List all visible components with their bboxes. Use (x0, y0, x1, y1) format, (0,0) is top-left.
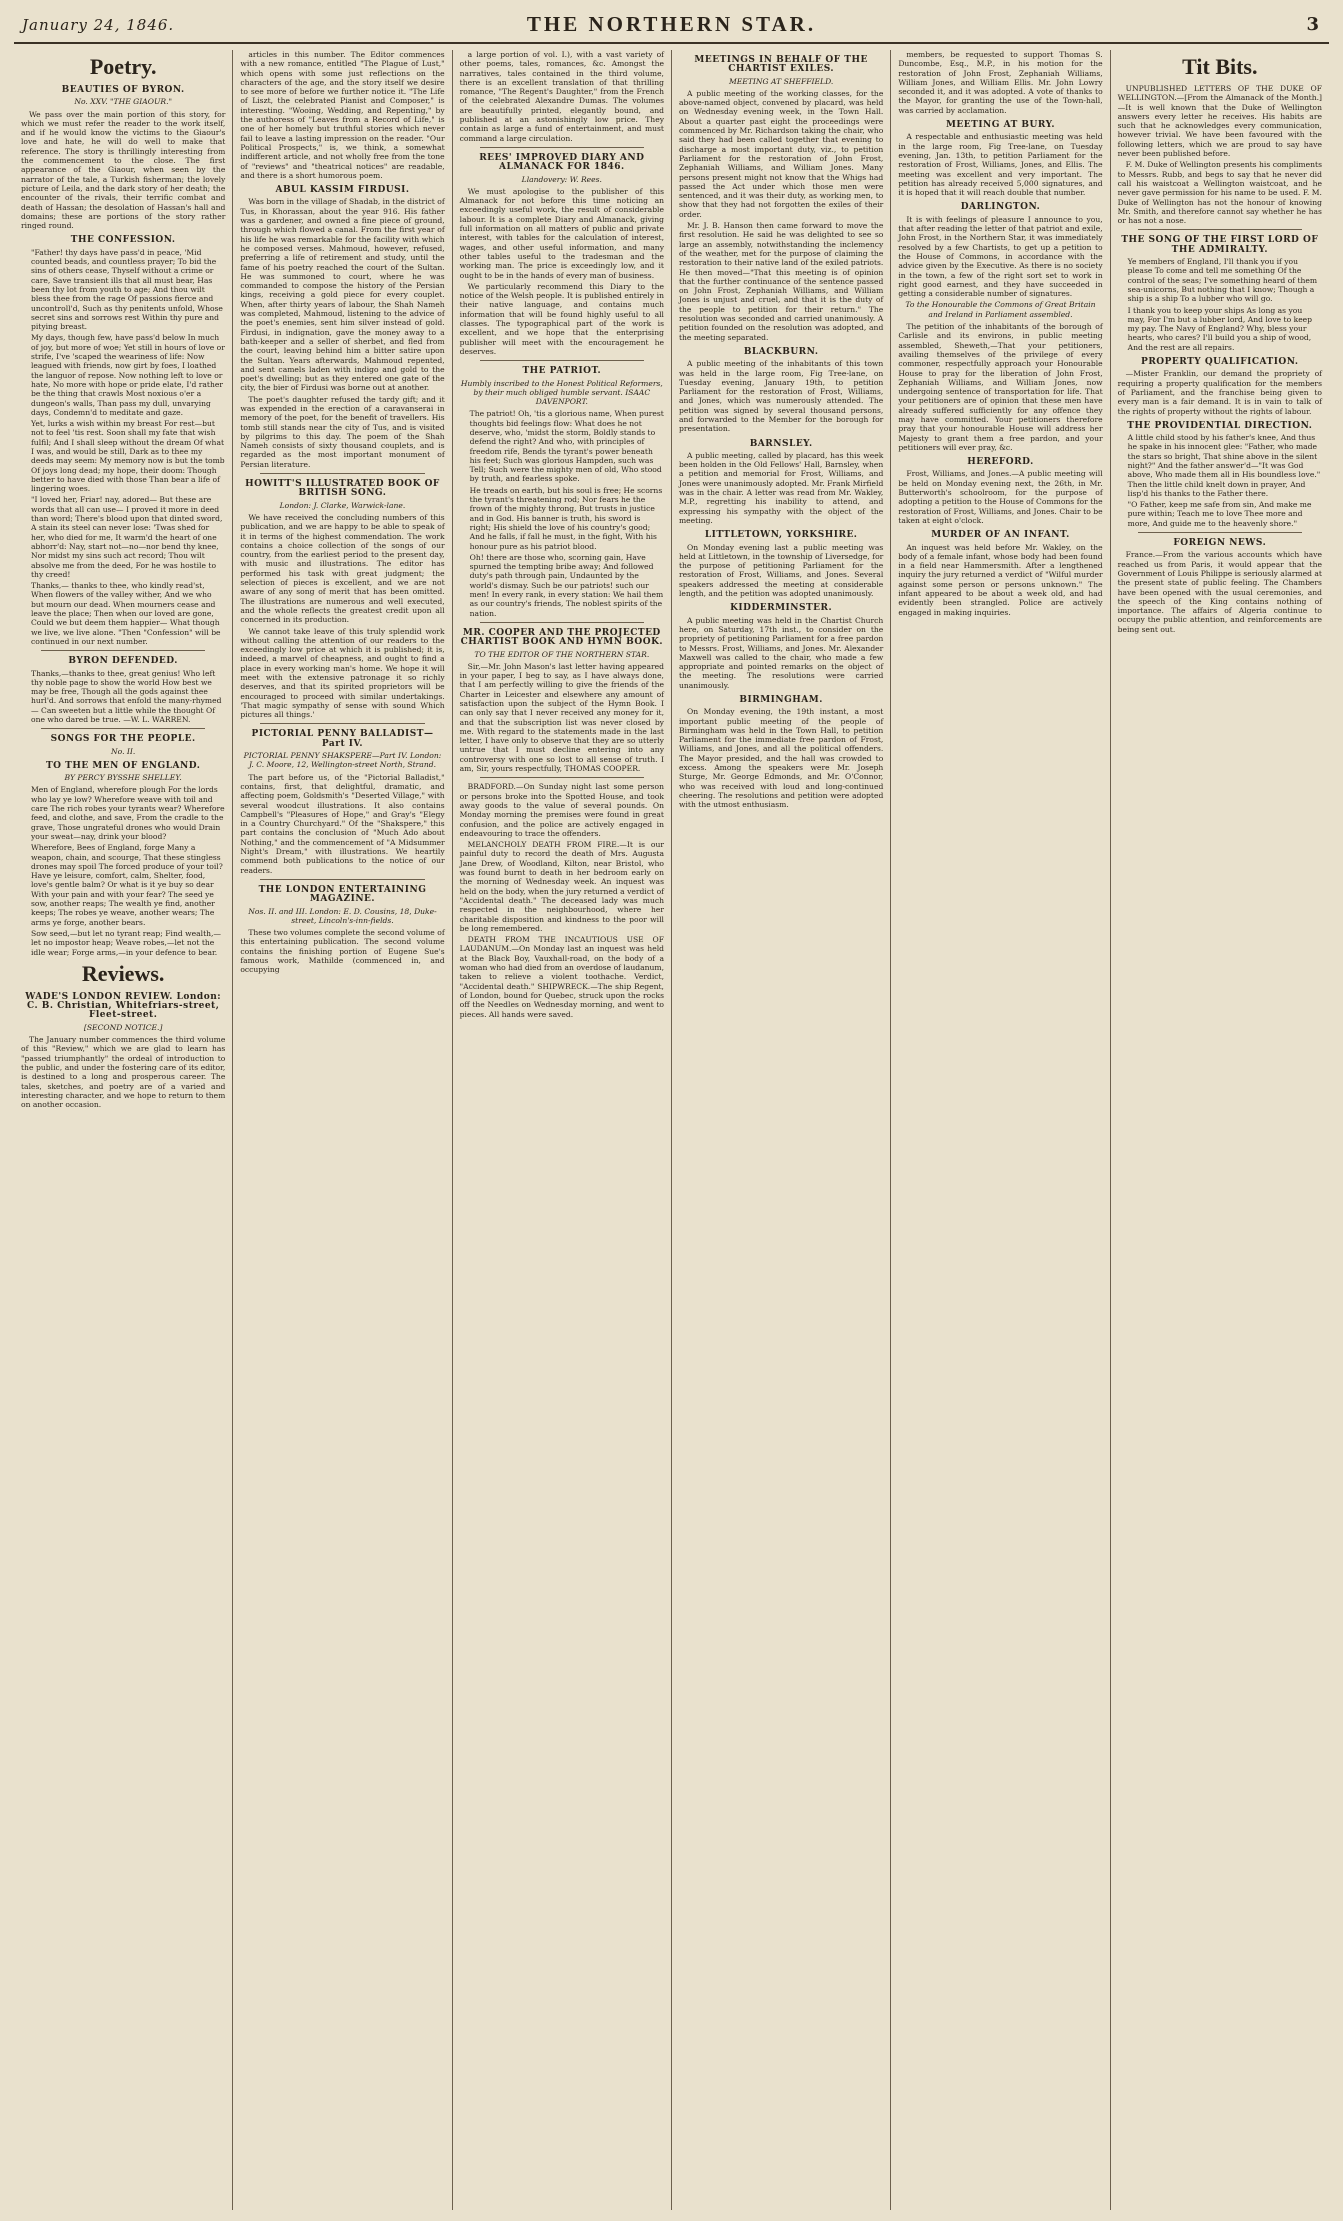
issue-date: January 24, 1846. (22, 16, 175, 34)
subheading: BYRON DEFENDED. (68, 656, 178, 667)
paragraph: We pass over the main portion of this story, for which we must refer the reader to the work itself, and if he would know the victims to the Giaour's love and hate, he will do well to make that reference. The story is thrillingly interesting from the commencement to the close. The first appearance of the Giaour, when seen by the narrator of the tale, a Turkish fisherman; the lovely picture of Leila, and the dark story of her death; the encounter of the rivals, their terrific combat and death of Hassan; the desolation of Hassan's hall and domains; these are portions of the story rather ringed round. (21, 109, 226, 231)
verse: I thank you to keep your ships As long as you may, For I'm but a lubber lord, And love to keep my pay. The Navy of England? Why, bless your hearts, who cares? I'll build you a ship of wood, And the rest are all repairs. (1127, 305, 1313, 352)
columns (14, 50, 1329, 2210)
paragraph: An inquest was held before Mr. Wakley, on the body of a female infant, whose body had been found in a field near Hammersmith. After a lengthened inquiry the jury returned a verdict of "Wilful murder against some person or persons unknown." The infant appeared to be about a week old, and had evidently been strangled. Police are actively engaged in making inquiries. (898, 542, 1103, 617)
page-number: 3 (1306, 14, 1319, 35)
verse: Thanks,— thanks to thee, who kindly read'st, When flowers of the valley wither, And we who but mourn our dead. When mourners cease and leave the place; Then when our loved are gone, Could we but deem them happier— What though we live, we live alone. "Then "Confession" will be continued in our next number. (31, 581, 221, 646)
section-heading-tit-bits: Tit Bits. (1182, 54, 1258, 79)
subtitle: MEETING AT SHEFFIELD. (728, 76, 834, 86)
column-6 (1111, 50, 1329, 2210)
subheading: BLACKBURN. (743, 346, 819, 357)
subtitle: To the Honourable the Commons of Great Britain and Ireland in Parliament assembled. (905, 300, 1096, 319)
paragraph: We must apologise to the publisher of this Almanack for not before this time noticing an exceedingly useful work, the result of considerable labour. It is a complete Diary and Almanack, giving full information on all matters of public and private interest, with tables for the calculation of interest, wages, and other useful information, and many other tables useful to the tradesman and the working man. The price is exceedingly low, and it ought to be in the hands of every man of business. (459, 186, 664, 280)
column-1 (14, 50, 233, 2210)
subheading: KIDDERMINSTER. (730, 603, 833, 614)
subheading: HOWITT'S ILLUSTRATED BOOK OF BRITISH SONG. (245, 479, 440, 499)
verse: Men of England, wherefore plough For the lords who lay ye low? Wherefore weave with toil and care The rich robes your tyrants wear? Wherefore feed, and clothe, and save, From the cradle to the grave, Those ungrateful drones who would Drain your sweat—nay, drink your blood? (31, 785, 225, 841)
section-heading-reviews: Reviews. (81, 960, 165, 986)
paragraph: DEATH FROM THE INCAUTIOUS USE OF LAUDANUM.—On Monday last an inquest was held at the Black Boy, Vauxhall-road, on the body of a woman who had died from an overdose of laudanum, taken to relieve a violent toothache. Verdict, "Accidental death." SHIPWRECK.—The ship Regent, of London, bound for Quebec, struck upon the rocks off the Needles on Wednesday morning, and went to pieces. All hands were saved. (459, 935, 664, 1019)
paragraph: A respectable and enthusiastic meeting was held in the large room, Fig Tree-lane, on Tuesday evening, Jan. 13th, to petition Parliament for the restoration of Frost, Williams, Jones, and Ellis. The meeting was excellent and very important. The petition has already received 5,000 signatures, and it is hoped that it will reach double that number. (898, 132, 1103, 198)
paragraph: A public meeting of the working classes, for the above-named object, convened by placard, was held on Wednesday evening week, in the Town Hall. About a quarter past eight the proceedings were commenced by Mr. Richardson taking the chair, who said they had been called together that evening to discharge a most important duty, viz., to petition Parliament for the restoration of John Frost, Zephaniah Williams, and William Jones. Many persons present might not know that the Whigs had passed the Act under which those men were sentenced, and it was their duty, as working men, to show that they had not forgotten the exiles of their order. (678, 88, 884, 219)
column-2 (233, 50, 452, 2210)
paragraph: We particularly recommend this Diary to the notice of the Welsh people. It is published entirely in their native language, and contains much information that will be found highly useful to all classes. The typographical part of the work is excellent, and we hope that the enterprising publisher will meet with the encouragement he deserves. (459, 281, 664, 356)
subheading: ABUL KASSIM FIRDUSI. (275, 185, 410, 196)
verse-block (1118, 433, 1322, 528)
subheading: BARNSLEY. (749, 438, 813, 449)
subheading: THE PROVIDENTIAL DIRECTION. (1127, 420, 1313, 431)
subtitle: No. II. (111, 746, 136, 756)
subheading: REES' IMPROVED DIARY AND ALMANACK FOR 1846. (479, 152, 645, 173)
subheading: MEETINGS IN BEHALF OF THE CHARTIST EXILES. (694, 55, 868, 75)
paragraph: The part before us, of the "Pictorial Balladist," contains, first, that delightful, dramatic, and affecting poem, Goldsmith's "Deserted Village," with several woodcut illustrations. It also contains Campbell's "Pleasures of Hope," and Gray's "Elegy in a Country Churchyard." Of the "Shakspere," this part contains the conclusion of "Much Ado about Nothing," and the commencement of "A Midsummer Night's Dream," with illustrations. We heartily commend both publications to the notice of our readers. (240, 772, 445, 875)
verse: The patriot! Oh, 'tis a glorious name, When purest thoughts bid feelings flow: What does he not deserve, who, 'midst the storm, Boldly stands to defend the right? And who, with principles of freedom rife, Bends the tyrant's power beneath his feet; Such was glorious Hampden, such was Tell; Such were the mighty men of old, Who stood by truth, and fearless spoke. (469, 409, 664, 484)
verse: He treads on earth, but his soul is free; He scorns the tyrant's threatening rod; Nor fears he the frown of the mighty throng, But trusts in justice and in God. His banner is truth, his sword is right; His shield the love of his country's good; And he falls, if fall he must, in the fight, With his honour pure as his patriot blood. (469, 485, 663, 551)
section-heading-poetry: Poetry. (89, 54, 157, 79)
verse: Oh! there are those who, scorning gain, Have spurned the tempting bribe away; And followed duty's path through pain, Undaunted by the world's dismay. Such be our patriots! such our men! In every rank, in every station: We hail them as our country's friends, The noblest spirits of the nation. (469, 552, 664, 618)
paragraph: On Monday evening last a public meeting was held at Littletown, in the township of Liversedge, for the purpose of petitioning Parliament for the restoration of Frost, Williams, and Jones. Several speakers addressed the meeting at considerable length, and the petition was adopted unanimously. (678, 542, 884, 599)
subtitle: Nos. II. and III. London: E. D. Cousins, 18, Duke-street, Lincoln's-inn-fields. (248, 906, 437, 925)
paragraph: On Monday evening, the 19th instant, a most important public meeting of the people of Birmingham was held in the Town Hall, to petition Parliament for the immediate free pardon of Frost, Williams, and Jones, and all the political offenders. The Mayor presided, and the hall was crowded to excess. Among the speakers were Mr. Joseph Sturge, Mr. George Edmonds, and Mr. O'Connor, who was received with loud and long-continued cheering. The resolutions and petition were adopted with the utmost enthusiasm. (678, 707, 884, 810)
divider (1138, 532, 1302, 533)
verse: My days, though few, have pass'd below In much of joy, but more of woe; Yet still in hours of love or strife, I've 'scaped the weariness of life: Now leagued with friends, now girt by foes, I loathed the languor of repose. Now nothing left to love or hate, No more with hope or pride elate, I'd rather be the thing that crawls Most noxious o'er a dungeon's walls, Than pass my dull, unvarying days, Condemn'd to meditate and gaze. (31, 333, 225, 417)
subheading: LITTLETOWN, YORKSHIRE. (704, 530, 858, 541)
paragraph: Frost, Williams, and Jones.—A public meeting will be held on Monday evening next, the 26th, in Mr. Butterworth's schoolroom, for the purpose of adopting a petition to the House of Commons for the restoration of Frost, Williams, and Jones. Chair to be taken at eight o'clock. (898, 469, 1103, 525)
verse: "Father! thy days have pass'd in peace, 'Mid counted beads, and countless prayer; To bid the sins of others cease, Thyself without a crime or care, Save transient ills that all must bear, Has been thy lot from youth to age; And thou wilt bless thee from the rage Of passions fierce and uncontroll'd, Such as thy penitents unfold, Whose secret sins and sorrows rest Within thy pure and pitying breast. (31, 247, 223, 332)
paragraph: These two volumes complete the second volume of this entertaining publication. The second volume contains the finishing portion of Eugene Sue's famous work, Mathilde (commenced in, and occupying (240, 928, 445, 975)
paragraph: members, be requested to support Thomas S. Duncombe, Esq., M.P., in his motion for the restoration of John Frost, Zephaniah Williams, William Jones, and William Ellis. Mr. John Lowry seconded it, and it was adopted. A vote of thanks to the Mayor, for granting the use of the Town-hall, was carried by acclamation. (898, 50, 1103, 115)
subheading: THE PATRIOT. (522, 366, 602, 377)
paragraph: MELANCHOLY DEATH FROM FIRE.—It is our painful duty to record the death of Mrs. Augusta Jane Drew, of Woodland, Kilton, near Bristol, who was found burnt to death in her bedroom early on the morning of Wednesday week. An inquest was held on the body, when the jury returned a verdict of "Accidental death." The deceased lady was much respected in the neighbourhood, where her charitable disposition and kindness to the poor will be long remembered. (459, 840, 664, 933)
subtitle: [SECOND NOTICE.] (83, 1022, 163, 1032)
subheading: DARLINGTON. (960, 202, 1041, 213)
subtitle: Humbly inscribed to the Honest Political Reformers, by their much obliged humble servant. ISAAC DAVENPORT. (460, 378, 663, 407)
subheading: FOREIGN NEWS. (1173, 538, 1267, 549)
paragraph: We cannot take leave of this truly splendid work without calling the attention of our readers to the exceedingly low price at which it is published; it is, indeed, a marvel of cheapness, and ought to find a place in every working man's home. We hope it will meet with the extensive patronage it so richly deserves, and that its spirited proprietors will be encouraged to proceed with similar undertakings. 'That magic sympathy of sense with sound Which pictures all things.' (240, 626, 445, 720)
paragraph: It is with feelings of pleasure I announce to you, that after reading the letter of that patriot and exile, John Frost, in the Northern Star, it was immediately resolved by a few Chartists, to get up a petition to the House of Commons, in accordance with the advice given by the Executive. As there is no society in the town, a few of the right sort set to work in right good earnest, and they have succeeded in getting a considerable number of signatures. (898, 214, 1103, 299)
column-4 (672, 50, 891, 2210)
subheading: MEETING AT BURY. (945, 120, 1055, 131)
verse: "I loved her, Friar! nay, adored— But these are words that all can use— I proved it more in deed than word; There's blood upon that dinted sword, A stain its steel can never lose: 'Twas shed for her, who died for me, It warm'd the heart of one abhorr'd: Nay, start not—no—nor bend thy knee, Nor midst my sins such act record; Thou wilt absolve me from the deed, For he was hostile to thy creed! (31, 495, 223, 579)
paragraph: The petition of the inhabitants of the borough of Carlisle and its environs, in public meeting assembled, Sheweth,—That your petitioners, availing themselves of the privilege of every commoner, respectfully approach your Honourable House to pray for the liberation of John Frost, Zephaniah Williams, and William Jones, now undergoing sentence of transportation for life. That your petitioners are of opinion that these men have already suffered sufficiently for any offence they may have committed. Your petitioners therefore pray that your honourable House will address her Majesty to grant them a free pardon, and your petitioners will ever pray, &c. (898, 322, 1103, 452)
verse: "O Father, keep me safe from sin, And make me pure within; Teach me to love Thee more and more, And guide me to the heavenly shore." (1127, 500, 1312, 528)
verse: Sow seed,—but let no tyrant reap; Find wealth,—let no impostor heap; Weave robes,—let not the idle wear; Forge arms,—in your defence to bear. (31, 928, 222, 957)
divider (1138, 229, 1302, 230)
subheading: PICTORIAL PENNY BALLADIST—Part IV. (251, 729, 434, 749)
paragraph: BRADFORD.—On Sunday night last some person or persons broke into the Spotted House, and took away goods to the value of several pounds. On Monday morning the premises were found in great confusion, and the police are actively engaged in endeavouring to trace the offenders. (459, 782, 664, 838)
verse: A little child stood by his father's knee, And thus he spake in his innocent glee: "Father, who made the stars so bright, That shine above in the silent night?" And the father answer'd—"It was God above, Who made them all in His boundless love." Then the little child knelt down in prayer, And lisp'd his thanks to the Father there. (1127, 433, 1321, 498)
divider (41, 728, 205, 729)
verse-block (21, 669, 225, 725)
newspaper-title: THE NORTHERN STAR. (526, 12, 817, 36)
column-5 (891, 50, 1110, 2210)
divider (480, 360, 644, 361)
verse: Thanks,—thanks to thee, great genius! Who left thy noble page to show the world How best we may be free, Though all the gods against thee hurl'd. And sorrows that enfold the many-rhymed— Can sweeten but a little while the thought Of one who dared be true. —W. L. WARREN. (31, 668, 222, 724)
subheading: HEREFORD. (967, 457, 1034, 468)
subtitle: TO THE EDITOR OF THE NORTHERN STAR. (474, 649, 650, 659)
paragraph: UNPUBLISHED LETTERS OF THE DUKE OF WELLINGTON.—[From the Almanack of the Month.]—It is well known that the Duke of Wellington answers every letter he receives. His habits are such that he acknowledges every communication, however trivial. We have been favoured with the following letters, which we are proud to say have never been published before. (1117, 84, 1322, 159)
paragraph: a large portion of vol. I.), with a vast variety of other poems, tales, romances, &c. Amongst the narratives, tales contained in the third volume, there is an excellent translation of that thrilling romance, "The Regent's Daughter," from the French of the celebrated Alexandre Dumas. The volumes are beautifully printed, elegantly bound, and published at an astonishingly low price. They contain as large a fund of entertainment, and must command a large circulation. (459, 50, 664, 143)
divider (260, 473, 424, 474)
subtitle: Llandovery: W. Rees. (521, 174, 602, 184)
masthead (14, 8, 1329, 44)
verse: Wherefore, Bees of England, forge Many a weapon, chain, and scourge, That these stingless drones may spoil The forced produce of your toil? Have ye leisure, comfort, calm, Shelter, food, love's gentle balm? Or what is it ye buy so dear With your pain and with your fear? The seed ye sow, another reaps; The wealth ye find, another keeps; The robes ye weave, another wears; The arms ye forge, another bears. (31, 843, 223, 927)
verse: Yet, lurks a wish within my breast For rest—but not to feel 'tis rest. Soon shall my fate that wish fulfil; And I shall sleep without the dream Of what I was, and would be still, Dark as to thee my deeds may seem: My memory now is but the tomb Of joys long dead; my hope, their doom: Though better to have died with those Than bear a life of lingering woes. (31, 419, 225, 494)
subheading: THE CONFESSION. (70, 235, 176, 246)
paragraph: A public meeting of the inhabitants of this town was held in the large room, Fig Tree-lane, on Tuesday evening, January 19th, to petition Parliament for the restoration of Frost, Williams, and Jones, which was numerously attended. The petition was signed by several thousand persons, and forwarded to the Member for the borough for presentation. (678, 359, 884, 434)
verse-block (21, 248, 225, 646)
subheading: TO THE MEN OF ENGLAND. (45, 760, 201, 771)
paragraph: France.—From the various accounts which have reached us from Paris, it would appear that the Government of Louis Philippe is seriously alarmed at the present state of public feeling. The Chambers have been opened with the usual ceremonies, and the speech of the King contains nothing of importance. The affairs of Algeria continue to occupy the public attention, and reinforcements are being sent out. (1117, 550, 1322, 634)
paragraph: The poet's daughter refused the tardy gift; and it was expended in the erection of a caravanserai in memory of the poet, for the benefit of travellers. His tomb still stands near the city of Tus, and is visited by pilgrims to this day. The poem of the Shah Nameh consists of sixty thousand couplets, and is regarded as the most important monument of Persian literature. (240, 394, 445, 469)
divider (480, 777, 644, 778)
column-3 (453, 50, 672, 2210)
paragraph: F. M. Duke of Wellington presents his compliments to Messrs. Rubb, and begs to say that he never did call his waistcoat a Wellington waistcoat, and he never gave permission for his name to be used. F. M. Duke of Wellington has not the honour of knowing Mr. Smith, and therefore cannot say whether he has or has not a nose. (1117, 160, 1322, 226)
paragraph: Sir,—Mr. John Mason's last letter having appeared in your paper, I beg to say, as I have always done, that I am perfectly willing to give the friends of the Charter in Leicester and elsewhere any amount of satisfaction upon the subject of the Hymn Book. I can only say that I never received any money for it, and that the subscription list was never closed by me. With regard to the statements made in the last letter, I have only to observe that they are so utterly untrue that I must decline entering into any controversy with one so lost to all sense of truth. I am, Sir, yours respectfully, THOMAS COOPER. (459, 661, 664, 774)
divider (480, 147, 644, 148)
divider (41, 650, 205, 651)
paragraph: Mr. J. B. Hanson then came forward to move the first resolution. He said he was delighted to see so large an assembly, notwithstanding the inclemency of the weather, met for the purpose of claiming the restoration to their native land of the exiled patriots. He then moved—"That this meeting is of opinion that the further continuance of the sentence passed on John Frost, Zephaniah Williams, and William Jones is unjust and cruel, and that it is the duty of the people to petition for their return." The resolution was seconded and carried unanimously. A petition founded on the resolution was adopted, and the meeting separated. (678, 221, 884, 342)
divider (260, 723, 424, 724)
verse-block (21, 785, 225, 956)
paragraph: The January number commences the third volume of this "Review," which we are glad to learn has "passed triumphantly" the ordeal of introduction to the public, and under the fostering care of its editor, is destined to a long and prosperous career. The tales, sketches, and poetry are of a varied and interesting character, and we hope to return to them on another occasion. (21, 1035, 226, 1110)
subheading: MR. COOPER AND THE PROJECTED CHARTIST BOOK AND HYMN BOOK. (460, 627, 664, 648)
verse-block (460, 409, 664, 618)
verse-block (1118, 257, 1322, 352)
paragraph: articles in this number. The Editor commences with a new romance, entitled "The Plague of Lust," which opens with some just reflections on the characters of the age, and the story itself we desire to see more of before we further notice it. "The Life of Liszt, the celebrated Pianist and Composer," is interesting. "Wooing, Wedding, and Repenting," by the authoress of "Leaves from a Record of Life," is one of her homely but truthful stories which never fail to leave a lasting impression on the reader. "Our Political Prospects," is, we think, a somewhat indifferent article, and not wholly free from the tone of "reviews" and "theatrical notices" are readable, and there is a short humorous poem. (240, 50, 445, 180)
divider (260, 879, 424, 880)
subheading: BIRMINGHAM. (739, 695, 823, 705)
subtitle: PICTORIAL PENNY SHAKSPERE—Part IV. London: J. C. Moore, 12, Wellington-street North, Strand. (243, 751, 442, 770)
subheading: THE SONG OF THE FIRST LORD OF THE ADMIRALTY. (1121, 235, 1319, 255)
paragraph: We have received the concluding numbers of this publication, and we are happy to be able to speak of it in terms of the highest commendation. The work contains a choice collection of the songs of our country, from the earliest period to the present day, with music and illustrations. The editor has performed his task with great judgment; the selection of pieces is excellent, and we are not aware of any song of merit that has been omitted. The illustrations are numerous and well executed, and the whole reflects the greatest credit upon all concerned in its production. (240, 512, 445, 625)
subheading: THE LONDON ENTERTAINING MAGAZINE. (258, 884, 427, 905)
paragraph: Was born in the village of Shadab, in the district of Tus, in Khorassan, about the year 916. His father was a gardener, and owned a fine piece of ground, through which flowed a canal. From the first year of his life he was remarkable for the facility with which he composed verses. Mahmoud, however, refused, preferring a life of retirement and study, until the fame of his poetry reached the court of the Sultan. He was summoned to court, where he was commanded to compose the history of the Persian kings, receiving a gold piece for every couplet. When, after thirty years of labour, the Shah Nameh was completed, Mahmoud, listening to the advice of the poet's enemies, sent him silver instead of gold. Firdusi, in indignation, gave the money away to a bath-keeper and a seller of sherbet, and fled from the court, leaving behind him a bitter satire upon the Sultan. Years afterwards, Mahmoud repented, and sent camels laden with indigo and gold to the poet's dwelling; but as they entered one gate of the city, the bier of Firdusi was borne out at another. (240, 197, 445, 393)
article-subtitle: No. XXV. "THE GIAOUR." (74, 97, 172, 107)
subheading: SONGS FOR THE PEOPLE. (50, 734, 196, 745)
subheading: WADE'S LONDON REVIEW. London: C. B. Christian, Whitefriars-street, Fleet-street. (25, 991, 222, 1021)
paragraph: A public meeting, called by placard, has this week been holden in the Old Fellows' Hall, Barnsley, when a petition and memorial for Frost, Williams, and Jones were unanimously adopted. Mr. Frank Mirfield was in the chair. A letter was read from Mr. Wakley, M.P., regretting his inability to attend, and expressing his sympathy with the object of the meeting. (678, 450, 884, 525)
verse: Ye members of England, I'll thank you if you please To come and tell me something Of the control of the seas; I've something heard of them sea-unicorns, But nothing that I know; Though a ship is a ship To a lubber who will go. (1127, 257, 1318, 304)
byline: BY PERCY BYSSHE SHELLEY. (64, 773, 182, 783)
article-title: BEAUTIES OF BYRON. (61, 85, 185, 95)
paragraph: A public meeting was held in the Chartist Church here, on Saturday, 17th inst., to consider on the propriety of petitioning Parliament for a free pardon to Messrs. Frost, Williams, and Jones. Mr. Alexander Maxwell was called to the chair, who made a few appropriate and pointed remarks on the object of the meeting. The resolutions were carried unanimously. (678, 615, 884, 690)
subtitle: London: J. Clarke, Warwick-lane. (279, 500, 406, 510)
divider (480, 622, 644, 623)
subheading: PROPERTY QUALIFICATION. (1141, 357, 1299, 368)
subheading: MURDER OF AN INFANT. (931, 530, 1070, 541)
paragraph: —Mister Franklin, our demand the propriety of requiring a property qualification for the members of Parliament, and the franchise being given to every man is a fair demand. It is in vain to talk of the rights of property without the rights of labour. (1117, 369, 1322, 416)
